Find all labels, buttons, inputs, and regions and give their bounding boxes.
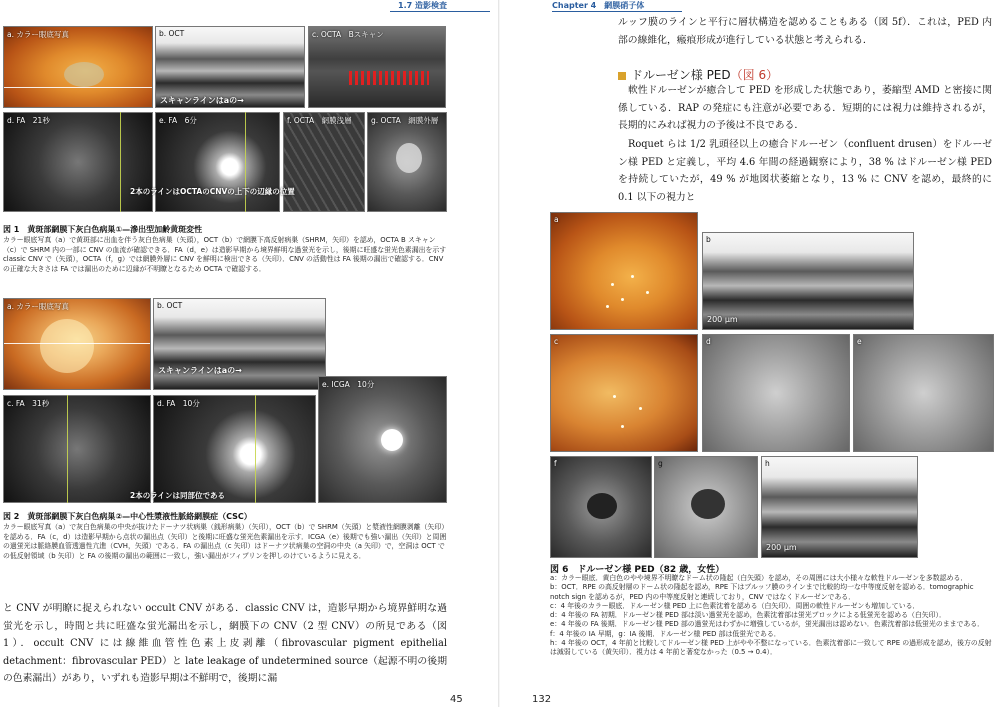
panel-label: d — [706, 337, 711, 346]
fig6-panel-c-fundus — [550, 334, 698, 452]
caption-item-h: h：4 年後の OCT，4 年前と比較してドルーゼン様 PED 上がやや不整になっている．色素沈着部に一致して RPE の過形成を認め，後方の反射は減弱している（黄矢印）．視力は 4 年前と著変なかった（0.5 → 0.4）． — [550, 639, 992, 657]
marker-line — [120, 112, 121, 212]
scanline-label: スキャンラインはaの→ — [160, 96, 244, 105]
fig6-panel-d-fa-early — [702, 334, 850, 452]
fig1-caption-text: カラー眼底写真（a）で黄斑部に出血を伴う灰白色病巣（矢頭），OCT（b）で網膜下高反射病巣（SHRM，矢印）を認め，OCTA B スキャン（c）で SHRM 内の一部に CNV の血流が確認できる．FA（d，e）は造影早期から境界鮮明な過蛍光を示し，後期に旺盛な蛍光色素漏出を示す classic CNV で（矢頭），OCTA（f，g）では網膜外層に CNV を鮮明に検出できる（矢印）．CNV の活動性は FA 後期の漏出で確認する．CNV の正確な大きさは FA では漏出のために辺縁が不明瞭となるため OCTA で確認する． — [3, 236, 447, 273]
para2: Roquet らは 1/2 乳頭径以上の癒合ドルーゼン（confluent drusen）をドルーゼン様 PED と定義し，平均 4.6 年間の経過観察により，38 % はドルーゼン様 PED を持続していたが，49 % が地図状萎縮となり，13 % に CNV を認め，最終的に 0.1 以下の視力と — [618, 139, 992, 203]
page-number-right: 132 — [532, 694, 552, 705]
panel-label: e — [857, 337, 862, 346]
scan-line — [4, 343, 151, 344]
fig6-panel-e-fa-late — [853, 334, 994, 452]
hypofluorescent-area — [691, 489, 725, 519]
running-header-left: 1.7 造影検査 — [398, 1, 447, 10]
section-title: ドルーゼン様 PED — [631, 68, 731, 82]
fig2-panel-a-fundus-photo — [3, 298, 151, 390]
fig2-caption-text: カラー眼底写真（a）で灰白色病巣の中央が抜けたドーナツ状病巣（銭形病巣）（矢印），OCT（b）で SHRM（矢頭）と漿液性網膜剥離（矢印）を認める．FA（c，d）は造影早期から点状の漏出点（矢印）と後期に旺盛な蛍光色素漏出を示す．ICGA（e）後期でも強い漏出（矢印）と周囲の過蛍光は脈絡膜血管透過性亢進（CVH，矢頭）である．FA の漏出点（c 矢印）はドーナツ状病巣の空洞の中央（a 矢印）で，空洞は OCT での低反射領域（b 矢印）と FA の後期の漏出の範囲に一致し，強い漏出がフィブリンを押しのけているように見える． — [3, 523, 447, 560]
fig6-panel-g-ia-late — [654, 456, 758, 558]
marker-line — [255, 395, 256, 503]
fig2-panel-e-icga — [318, 376, 447, 503]
fig6-panel-b-oct — [702, 232, 914, 330]
panel-label: a. カラー眼底写真 — [7, 30, 69, 39]
marker-line — [245, 112, 246, 212]
caption-item-e: e：4 年後の FA 後期．ドルーゼン様 PED 部の過蛍光はわずかに増強しているが，蛍光漏出は認めない．色素沈着部は低蛍光のままである． — [550, 620, 985, 629]
fig2-title: 図 2 黄斑部網膜下灰白色病巣②—中心性漿液性脈絡網膜症（CSC） — [3, 512, 252, 521]
fig2-caption — [3, 523, 447, 561]
fig1-panel-f-octa-superficial — [283, 112, 365, 212]
caption-item-c: c：4 年後のカラー眼底．ドルーゼン様 PED 上に色素沈着を認める（白矢印）．周囲の軟性ドルーゼンも増加している． — [550, 601, 920, 610]
fig6-title: 図 6 ドルーゼン様 PED（82 歳，女性） — [550, 565, 725, 575]
fig1-caption — [3, 236, 447, 274]
fig1-title: 図 1 黄斑部網膜下灰白色病巣①—滲出型加齢黄斑変性 — [3, 225, 203, 234]
panel-label: b. OCT — [159, 29, 185, 38]
panel-label: g — [658, 459, 663, 468]
panel-label: e. FA 6分 — [159, 116, 197, 125]
panel-label: c. FA 31秒 — [7, 399, 50, 408]
page-number-left: 45 — [450, 694, 463, 705]
panel-label: a. カラー眼底写真 — [7, 302, 69, 311]
panel-label: b. OCT — [157, 301, 183, 310]
fig1-panel-g-octa-outer — [367, 112, 447, 212]
flow-signal — [349, 71, 429, 85]
hypofluorescent-area — [587, 493, 617, 519]
marker-line — [67, 395, 68, 503]
fig1-panel-b-oct — [155, 26, 305, 108]
donut-lesion — [40, 319, 94, 373]
running-header-right: Chapter 4 網膜硝子体 — [552, 1, 645, 10]
caption-item-d: d：4 年後の FA 初期．ドルーゼン様 PED 部は淡い過蛍光を認め，色素沈着部は蛍光ブロックによる低蛍光を認める（白矢印）． — [550, 611, 946, 620]
para1: 軟性ドルーゼンが癒合して PED を形成した状態であり，萎縮型 AMD と密接に関係している．RAP の発症にも注意が必要である．短期的には視力は維持されるが，長期的にみれば視力の予後は不良である． — [618, 85, 992, 131]
lines-note: 2本のラインは同部位である — [130, 491, 225, 500]
intro-paragraph: ルッフ膜のラインと平行に層状構造を認めることもある（図 5f）．これは，PED 内部の線維化，瘢痕形成が進行している状態と考えられる． — [618, 17, 992, 46]
panel-label: d. FA 10分 — [157, 399, 200, 408]
fig2-panel-b-oct — [153, 298, 326, 390]
panel-label: d. FA 21秒 — [7, 116, 50, 125]
leak-spot — [381, 429, 403, 451]
scale-bar: 200 μm — [766, 543, 797, 552]
fig6-panel-a-fundus — [550, 212, 698, 330]
intro-text — [618, 14, 992, 49]
panel-label: h — [765, 459, 770, 468]
fig6-panel-f-ia-early — [550, 456, 652, 558]
panel-label: e. ICGA 10分 — [322, 380, 375, 389]
cnv-lesion — [396, 143, 422, 173]
fig2-panel-d-fa — [153, 395, 316, 503]
fig6-caption-list — [550, 574, 994, 658]
lines-note: 2本のラインはOCTAのCNVの上下の辺縁の位置 — [130, 187, 295, 196]
scanline-label: スキャンラインはaの→ — [158, 366, 242, 375]
section-figure-ref: （図 6） — [730, 68, 779, 82]
right-page — [500, 0, 1000, 707]
fig1-panel-a-fundus-photo — [3, 26, 153, 108]
gray-lesion — [64, 62, 104, 87]
panel-label: c — [554, 337, 559, 346]
fig2-panel-c-fa — [3, 395, 151, 503]
left-body-text — [3, 600, 447, 688]
panel-label: g. OCTA 網膜外層 — [371, 116, 439, 125]
caption-item-b: b：OCT．RPE の高反射層のドーム状の隆起を認め，RPE 下はブルッフ膜のラインまで比較的均一な中等度反射を認める．tomographic notch sign を認めるが，PED 内の中等度反射と連続しており，CNV ではなくドルーゼンである． — [550, 583, 974, 601]
panel-label: c. OCTA Bスキャン — [312, 30, 384, 39]
scale-bar: 200 μm — [707, 315, 738, 324]
caption-item-fg: f：4 年後の IA 早期，g：IA 後期．ドルーゼン様 PED 部は低蛍光である． — [550, 629, 781, 638]
panel-label: f — [554, 459, 557, 468]
heading-square-icon — [618, 72, 626, 80]
body-paragraph: と CNV が明瞭に捉えられない occult CNV がある．classic CNV は，造影早期から境界鮮明な過蛍光を示し，時間と共に旺盛な蛍光漏出を示し，網膜下の CNV（2 型 CNV）の所見である（図 1）．occult CNV には線維血管性色素上皮剥離（fibrovascular pigment epithelial detachment：fibrovascular PED）と late leakage of undetermined source（起源不明の後期の色素漏出）があり，いずれも造影早期は不鮮明で，後期に漏 — [3, 603, 447, 684]
scan-line — [4, 87, 153, 88]
header-rule — [390, 11, 490, 12]
panel-label: a — [554, 215, 559, 224]
caption-item-a: a：カラー眼底．黄白色のやや境界不明瞭なドーム状の隆起（白矢頭）を認め，その周囲には大小様々な軟性ドルーゼンを多数認める． — [550, 574, 968, 582]
header-rule — [552, 11, 682, 12]
fig1-panel-e-fa — [155, 112, 280, 212]
para2-text — [618, 136, 992, 206]
section-heading — [618, 66, 778, 83]
fig1-panel-d-fa — [3, 112, 153, 212]
fig1-panel-c-octa-bscan — [308, 26, 446, 108]
para1-text — [618, 82, 992, 135]
panel-label: f. OCTA 網膜浅層 — [287, 116, 352, 125]
fig6-panel-h-oct — [761, 456, 918, 558]
panel-label: b — [706, 235, 711, 244]
